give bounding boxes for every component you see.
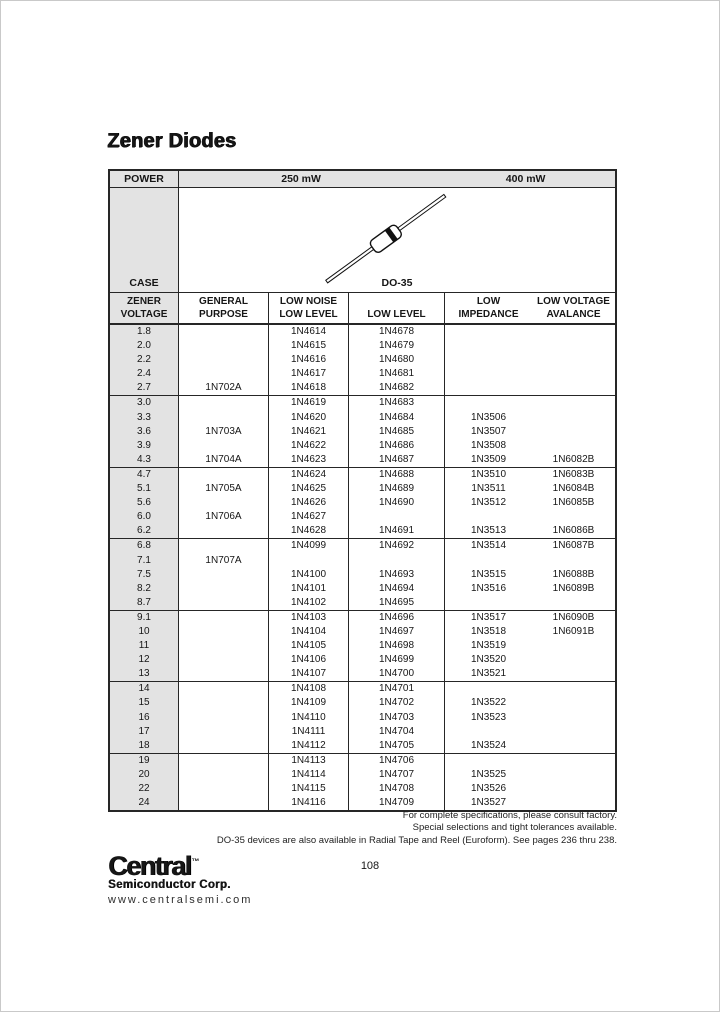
cell-low-noise-low-level: 1N4628 [269,524,349,538]
cell-low-impedance [445,510,532,524]
cell-low-level: 1N4680 [349,353,445,367]
cell-zener-voltage: 15 [110,696,179,710]
cell-low-level: 1N4709 [349,796,445,810]
logo-website: www.centralsemi.com [108,894,253,906]
table-row [110,554,615,568]
cell-low-noise-low-level: 1N4114 [269,768,349,782]
cell-low-level: 1N4699 [349,653,445,667]
cell-general-purpose: 1N704A [179,453,269,467]
cell-low-impedance [445,367,532,381]
cell-low-voltage-avalance: 1N6082B [552,453,595,465]
table-row [110,425,615,439]
cell-low-impedance: 1N3510 [470,468,507,480]
cell-low-noise-low-level: 1N4615 [269,339,349,353]
cell-low-noise-low-level: 1N4115 [269,782,349,796]
cell-low-voltage-avalance [532,381,615,395]
logo-wordmark [108,849,252,879]
table-row [110,539,615,553]
cell-low-impedance: 1N3516 [470,582,507,594]
cell-general-purpose [179,739,269,753]
cell-low-voltage-avalance [532,639,615,653]
header-general-purpose [179,293,269,323]
cell-low-voltage-avalance: 1N6084B [552,483,595,495]
power-rating-250mw: 250 mW [281,173,321,185]
cell-low-impedance: 1N3517 [470,611,507,623]
cell-low-level: 1N4706 [349,754,445,768]
cell-low-noise-low-level: 1N4099 [269,539,349,553]
cell-low-voltage-avalance: 1N6089B [552,582,595,594]
cell-zener-voltage: 13 [110,667,179,681]
cell-low-impedance: 1N3513 [470,525,507,537]
cell-zener-voltage: 2.7 [110,381,179,395]
cell-low-noise-low-level: 1N4110 [269,711,349,725]
cell-low-level: 1N4698 [349,639,445,653]
header-low-voltage-avalance [532,293,615,323]
cell-low-impedance: 1N3509 [470,453,507,465]
cell-low-voltage-avalance [532,596,615,610]
table-row [110,510,615,524]
cell-low-impedance: 1N3525 [470,768,507,780]
table-row [110,353,615,367]
cell-low-noise-low-level: 1N4616 [269,353,349,367]
cell-low-noise-low-level: 1N4112 [269,739,349,753]
cell-low-voltage-avalance [532,754,615,768]
cell-low-voltage-avalance: 1N6091B [552,625,595,637]
header-line: LOW LEVEL [367,308,426,320]
cell-low-noise-low-level: 1N4623 [269,453,349,467]
table-row [110,768,615,782]
header-line: IMPEDANCE [458,308,519,320]
cell-low-voltage-avalance [532,711,615,725]
cell-low-level: 1N4689 [349,482,445,496]
cell-low-level: 1N4687 [349,453,445,467]
cell-low-noise-low-level: 1N4109 [269,696,349,710]
voltage-group [110,681,615,752]
cell-low-voltage-avalance [532,325,615,339]
cell-low-noise-low-level: 1N4626 [269,496,349,510]
cell-general-purpose [179,596,269,610]
cell-zener-voltage: 19 [110,754,179,768]
cell-low-noise-low-level: 1N4101 [269,582,349,596]
cell-low-voltage-avalance [532,439,615,453]
cell-low-impedance: 1N3514 [470,540,507,552]
table-body [110,325,615,810]
column-header-row [110,293,615,325]
page-title: Zener Diodes [107,130,237,152]
cell-low-noise-low-level: 1N4104 [269,625,349,639]
cell-low-noise-low-level: 1N4617 [269,367,349,381]
power-row [110,171,615,188]
cell-low-voltage-avalance [532,796,615,810]
cell-low-voltage-avalance [532,367,615,381]
cell-zener-voltage: 1.8 [110,325,179,339]
cell-low-voltage-avalance: 1N6086B [552,525,595,537]
header-line: LOW NOISE [279,296,338,307]
cell-zener-voltage: 7.5 [110,568,179,582]
table-row [110,667,615,681]
cell-low-level: 1N4686 [349,439,445,453]
cell-low-level: 1N4702 [349,696,445,710]
cell-zener-voltage: 11 [110,639,179,653]
cell-low-impedance: 1N3526 [470,783,507,794]
cell-general-purpose [179,496,269,510]
cell-low-voltage-avalance: 1N6085B [552,497,595,509]
table-row [110,754,615,768]
cell-low-impedance [445,381,532,395]
cell-low-noise-low-level: 1N4627 [269,510,349,524]
cell-general-purpose: 1N706A [179,510,269,524]
diode-do35-icon [311,187,461,291]
cell-general-purpose [179,711,269,725]
cell-low-impedance [445,396,532,410]
cell-low-level: 1N4703 [349,711,445,725]
cell-low-voltage-avalance [532,667,615,681]
table-row [110,611,615,625]
cell-zener-voltage: 4.7 [110,468,179,482]
cell-low-noise-low-level: 1N4105 [269,639,349,653]
footer-note: Special selections and tight tolerances available. [412,822,617,834]
cell-general-purpose [179,539,269,553]
cell-low-noise-low-level: 1N4100 [269,568,349,582]
cell-low-voltage-avalance [532,725,615,739]
cell-general-purpose [179,611,269,625]
logo-name-text: Central [108,851,191,881]
cell-zener-voltage: 2.2 [110,353,179,367]
cell-low-level: 1N4701 [349,682,445,696]
cell-general-purpose [179,439,269,453]
cell-general-purpose: 1N702A [179,381,269,395]
cell-low-level: 1N4696 [349,611,445,625]
case-label: CASE [110,188,179,292]
table-row [110,496,615,510]
cell-low-noise-low-level: 1N4624 [269,468,349,482]
cell-low-noise-low-level: 1N4621 [269,425,349,439]
voltage-group [110,325,615,395]
table-row [110,682,615,696]
header-line: LOW LEVEL [279,308,338,320]
header-low-impedance [445,293,532,323]
cell-low-impedance: 1N3515 [470,568,507,580]
header-line: VOLTAGE [120,308,168,320]
cell-general-purpose [179,411,269,425]
cell-general-purpose [179,667,269,681]
case-illustration-cell [179,188,615,292]
cell-low-impedance: 1N3524 [470,739,507,751]
cell-zener-voltage: 5.6 [110,496,179,510]
cell-low-level [349,510,445,524]
table-row [110,639,615,653]
cell-zener-voltage: 22 [110,782,179,796]
cell-low-noise-low-level: 1N4113 [269,754,349,768]
cell-low-noise-low-level: 1N4102 [269,596,349,610]
footer-notes [217,810,617,847]
cell-zener-voltage: 3.0 [110,396,179,410]
table-row [110,711,615,725]
cell-low-level: 1N4682 [349,381,445,395]
cell-low-voltage-avalance [532,510,615,524]
cell-zener-voltage: 9.1 [110,611,179,625]
cell-low-voltage-avalance [532,653,615,667]
table-row [110,396,615,410]
logo-subtitle: Semiconductor Corp. [108,879,231,891]
header-line: PURPOSE [199,308,248,320]
cell-general-purpose: 1N705A [179,482,269,496]
cell-low-impedance: 1N3518 [470,625,507,637]
power-label: POWER [110,171,179,187]
table-row [110,796,615,810]
cell-low-level: 1N4685 [349,425,445,439]
table-row [110,524,615,538]
table-row [110,696,615,710]
page-number: 108 [360,860,380,872]
cell-general-purpose [179,682,269,696]
cell-general-purpose [179,524,269,538]
cell-low-noise-low-level: 1N4111 [269,725,349,739]
cell-low-impedance: 1N3512 [470,497,507,509]
cell-low-noise-low-level: 1N4622 [269,439,349,453]
header-low-level [349,293,445,323]
cell-low-noise-low-level [269,554,349,568]
cell-general-purpose [179,325,269,339]
cell-low-level [349,554,445,568]
header-line: AVALANCE [546,308,601,320]
cell-general-purpose [179,768,269,782]
cell-general-purpose [179,754,269,768]
cell-zener-voltage: 8.7 [110,596,179,610]
cell-zener-voltage: 20 [110,768,179,782]
cell-zener-voltage: 6.0 [110,510,179,524]
table-row [110,367,615,381]
cell-low-voltage-avalance [532,739,615,753]
cell-low-impedance [445,596,532,610]
cell-low-impedance: 1N3508 [470,439,507,451]
header-zener-voltage [110,293,179,323]
cell-low-level: 1N4690 [349,496,445,510]
cell-low-voltage-avalance: 1N6088B [552,568,595,580]
cell-low-impedance [445,754,532,768]
table-row [110,381,615,395]
header-line: GENERAL [199,296,248,307]
cell-low-impedance: 1N3522 [470,697,507,709]
cell-low-level: 1N4693 [349,568,445,582]
cell-zener-voltage: 6.2 [110,524,179,538]
table-row [110,782,615,796]
cell-general-purpose [179,625,269,639]
footer-note: For complete specifications, please consult factory. [402,810,617,821]
table-row [110,568,615,582]
table-row [110,739,615,753]
cell-low-impedance: 1N3519 [470,640,507,652]
cell-low-impedance: 1N3507 [470,425,507,437]
cell-low-impedance [445,682,532,696]
cell-low-level: 1N4695 [349,596,445,610]
cell-general-purpose: 1N707A [179,554,269,568]
cell-low-level: 1N4679 [349,339,445,353]
cell-low-level: 1N4688 [349,468,445,482]
cell-zener-voltage: 8.2 [110,582,179,596]
cell-general-purpose: 1N703A [179,425,269,439]
cell-low-voltage-avalance [532,782,615,796]
header-line: LOW VOLTAGE [537,296,610,307]
cell-low-voltage-avalance [532,396,615,410]
cell-general-purpose [179,653,269,667]
cell-zener-voltage: 3.3 [110,411,179,425]
cell-low-level: 1N4704 [349,725,445,739]
cell-general-purpose [179,568,269,582]
cell-low-voltage-avalance: 1N6087B [552,540,595,552]
cell-low-voltage-avalance [532,425,615,439]
cell-low-voltage-avalance: 1N6090B [552,611,595,623]
cell-low-voltage-avalance [532,696,615,710]
cell-low-level: 1N4705 [349,739,445,753]
cell-zener-voltage: 2.0 [110,339,179,353]
cell-low-voltage-avalance [532,554,615,568]
cell-low-level: 1N4707 [349,768,445,782]
company-logo [108,849,252,907]
cell-general-purpose [179,367,269,381]
cell-low-noise-low-level: 1N4103 [269,611,349,625]
table-row [110,339,615,353]
cell-general-purpose [179,639,269,653]
table-row [110,596,615,610]
cell-low-voltage-avalance [532,682,615,696]
cell-zener-voltage: 14 [110,682,179,696]
cell-low-level: 1N4678 [349,325,445,339]
header-low-noise-low-level [269,293,349,323]
case-row [110,188,615,293]
cell-general-purpose [179,468,269,482]
cell-low-impedance: 1N3521 [470,668,507,680]
table-row [110,653,615,667]
cell-general-purpose [179,782,269,796]
cell-low-noise-low-level: 1N4619 [269,396,349,410]
cell-zener-voltage: 5.1 [110,482,179,496]
cell-zener-voltage: 16 [110,711,179,725]
cell-low-impedance: 1N3506 [470,411,507,423]
table-row [110,411,615,425]
cell-low-voltage-avalance [532,768,615,782]
cell-low-level: 1N4708 [349,782,445,796]
cell-low-impedance [445,725,532,739]
voltage-group [110,395,615,466]
cell-low-voltage-avalance [532,411,615,425]
cell-low-impedance [445,325,532,339]
cell-low-impedance: 1N3527 [470,797,507,809]
cell-low-noise-low-level: 1N4108 [269,682,349,696]
cell-zener-voltage: 6.8 [110,539,179,553]
cell-low-level: 1N4692 [349,539,445,553]
cell-low-level: 1N4700 [349,667,445,681]
cell-general-purpose [179,796,269,810]
table-row [110,468,615,482]
cell-general-purpose [179,725,269,739]
cell-low-level: 1N4691 [349,524,445,538]
table-row [110,325,615,339]
cell-general-purpose [179,353,269,367]
cell-general-purpose [179,696,269,710]
voltage-group [110,467,615,538]
voltage-group [110,538,615,609]
cell-zener-voltage: 3.9 [110,439,179,453]
cell-low-noise-low-level: 1N4116 [269,796,349,810]
table-row [110,482,615,496]
zener-selector-table [108,169,617,812]
cell-low-noise-low-level: 1N4106 [269,653,349,667]
footer-note: DO-35 devices are also available in Radial Tape and Reel (Euroform). See pages 236 thru 238. [216,834,617,846]
cell-zener-voltage: 2.4 [110,367,179,381]
cell-low-level: 1N4697 [349,625,445,639]
cell-low-impedance: 1N3523 [470,711,507,723]
cell-low-impedance: 1N3511 [471,483,506,495]
cell-zener-voltage: 10 [110,625,179,639]
case-type-label: DO-35 [381,277,413,289]
cell-low-level: 1N4694 [349,582,445,596]
cell-low-noise-low-level: 1N4618 [269,381,349,395]
cell-zener-voltage: 18 [110,739,179,753]
table-row [110,725,615,739]
cell-zener-voltage: 3.6 [110,425,179,439]
voltage-group [110,610,615,681]
power-values-cell [179,171,615,187]
voltage-group [110,753,615,810]
cell-low-level: 1N4683 [349,396,445,410]
trademark-symbol: ™ [191,857,200,866]
cell-low-impedance: 1N3520 [470,654,507,666]
cell-low-voltage-avalance [532,353,615,367]
cell-zener-voltage: 7.1 [110,554,179,568]
cell-low-voltage-avalance: 1N6083B [552,468,595,480]
cell-low-level: 1N4684 [349,411,445,425]
power-rating-400mw: 400 mW [505,173,546,185]
table-row [110,625,615,639]
table-row [110,453,615,467]
cell-low-noise-low-level: 1N4620 [269,411,349,425]
cell-low-impedance [445,339,532,353]
cell-zener-voltage: 12 [110,653,179,667]
cell-low-noise-low-level: 1N4614 [269,325,349,339]
cell-low-voltage-avalance [532,339,615,353]
header-line: LOW [476,296,501,307]
cell-low-noise-low-level: 1N4625 [269,482,349,496]
cell-low-noise-low-level: 1N4107 [269,667,349,681]
cell-zener-voltage: 4.3 [110,453,179,467]
table-row [110,439,615,453]
table-row [110,582,615,596]
cell-zener-voltage: 17 [110,725,179,739]
cell-general-purpose [179,396,269,410]
cell-zener-voltage: 24 [110,796,179,810]
cell-general-purpose [179,582,269,596]
cell-low-impedance [445,554,532,568]
cell-low-impedance [445,353,532,367]
cell-general-purpose [179,339,269,353]
header-line: ZENER [127,296,161,307]
cell-low-level: 1N4681 [349,367,445,381]
